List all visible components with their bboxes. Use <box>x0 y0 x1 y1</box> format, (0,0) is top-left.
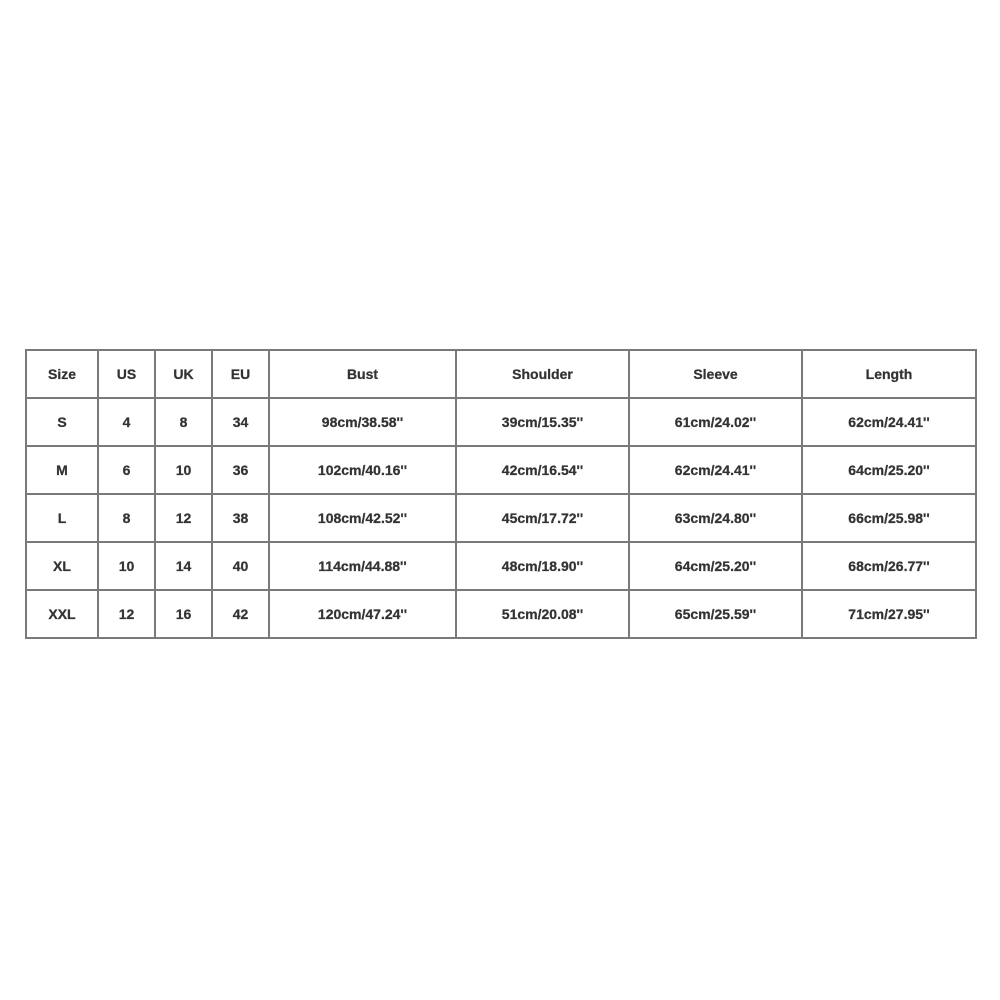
cell-uk: 12 <box>155 494 212 542</box>
cell-sleeve: 63cm/24.80'' <box>629 494 802 542</box>
cell-bust: 114cm/44.88'' <box>269 542 456 590</box>
cell-eu: 34 <box>212 398 269 446</box>
cell-shoulder: 42cm/16.54'' <box>456 446 629 494</box>
cell-bust: 120cm/47.24'' <box>269 590 456 638</box>
header-bust: Bust <box>269 350 456 398</box>
cell-sleeve: 65cm/25.59'' <box>629 590 802 638</box>
header-length: Length <box>802 350 976 398</box>
cell-uk: 10 <box>155 446 212 494</box>
cell-size: XL <box>26 542 98 590</box>
cell-eu: 42 <box>212 590 269 638</box>
cell-us: 6 <box>98 446 155 494</box>
header-eu: EU <box>212 350 269 398</box>
cell-shoulder: 45cm/17.72'' <box>456 494 629 542</box>
table-row <box>26 590 976 638</box>
table-row <box>26 494 976 542</box>
header-uk: UK <box>155 350 212 398</box>
cell-eu: 38 <box>212 494 269 542</box>
cell-size: M <box>26 446 98 494</box>
size-chart-table <box>25 349 977 639</box>
cell-uk: 14 <box>155 542 212 590</box>
cell-us: 12 <box>98 590 155 638</box>
cell-length: 62cm/24.41'' <box>802 398 976 446</box>
cell-us: 4 <box>98 398 155 446</box>
cell-size: XXL <box>26 590 98 638</box>
cell-length: 64cm/25.20'' <box>802 446 976 494</box>
table-row <box>26 398 976 446</box>
header-size: Size <box>26 350 98 398</box>
table-row <box>26 542 976 590</box>
header-sleeve: Sleeve <box>629 350 802 398</box>
cell-sleeve: 62cm/24.41'' <box>629 446 802 494</box>
cell-eu: 40 <box>212 542 269 590</box>
cell-eu: 36 <box>212 446 269 494</box>
cell-shoulder: 48cm/18.90'' <box>456 542 629 590</box>
cell-size: L <box>26 494 98 542</box>
cell-uk: 16 <box>155 590 212 638</box>
cell-length: 66cm/25.98'' <box>802 494 976 542</box>
cell-shoulder: 51cm/20.08'' <box>456 590 629 638</box>
cell-shoulder: 39cm/15.35'' <box>456 398 629 446</box>
cell-sleeve: 61cm/24.02'' <box>629 398 802 446</box>
cell-length: 71cm/27.95'' <box>802 590 976 638</box>
cell-size: S <box>26 398 98 446</box>
cell-sleeve: 64cm/25.20'' <box>629 542 802 590</box>
header-shoulder: Shoulder <box>456 350 629 398</box>
cell-length: 68cm/26.77'' <box>802 542 976 590</box>
cell-bust: 108cm/42.52'' <box>269 494 456 542</box>
table-row <box>26 446 976 494</box>
cell-us: 8 <box>98 494 155 542</box>
cell-bust: 98cm/38.58'' <box>269 398 456 446</box>
cell-uk: 8 <box>155 398 212 446</box>
cell-bust: 102cm/40.16'' <box>269 446 456 494</box>
cell-us: 10 <box>98 542 155 590</box>
header-us: US <box>98 350 155 398</box>
header-row <box>26 350 976 398</box>
